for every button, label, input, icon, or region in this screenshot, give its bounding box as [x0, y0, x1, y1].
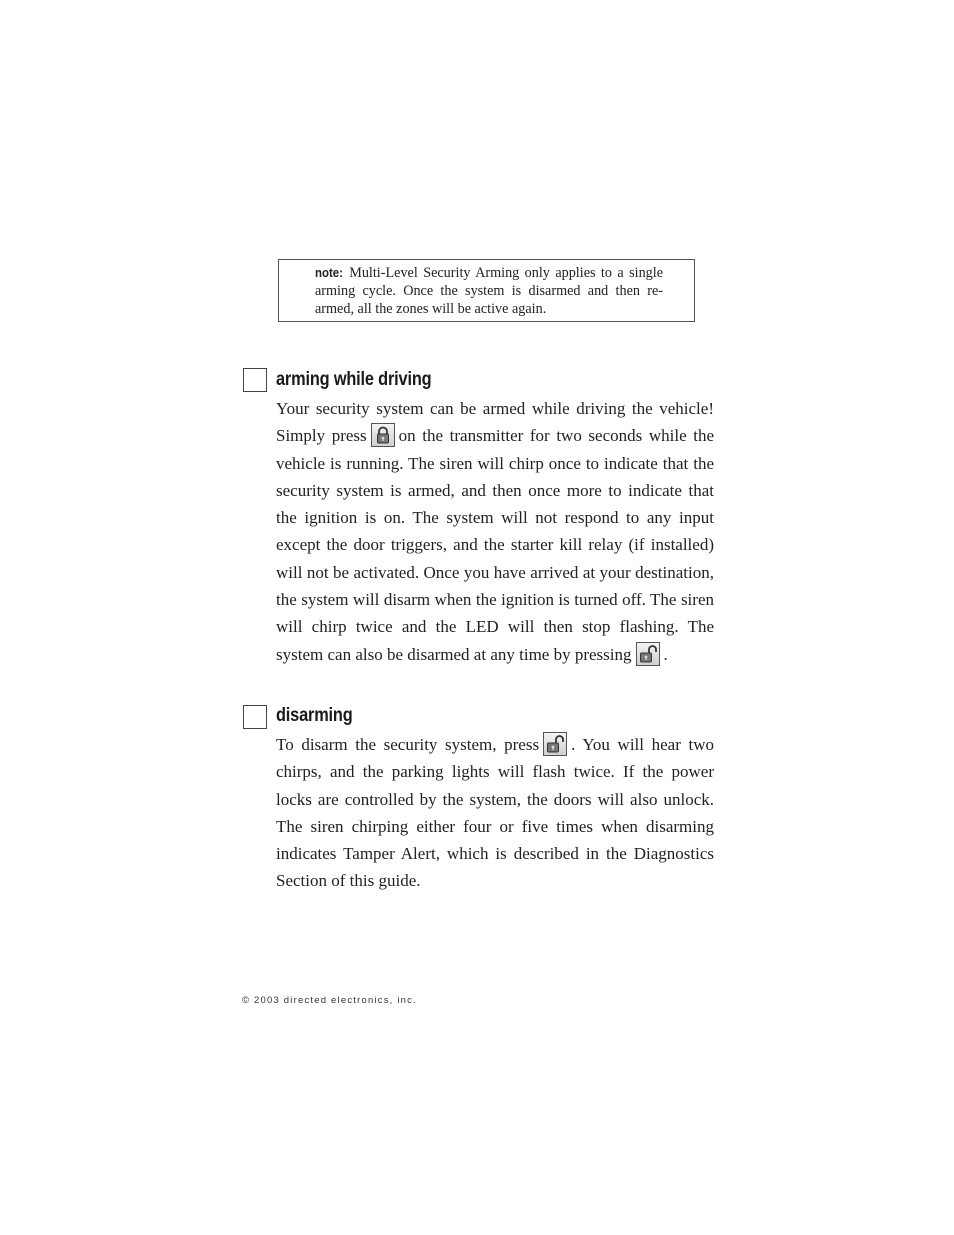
arming-text-part3: . [663, 644, 668, 664]
note-box [278, 259, 695, 322]
section-heading-arming: arming while driving [276, 369, 432, 390]
note-paragraph [315, 264, 663, 318]
disarming-text-part1: To disarm the security system, press [276, 735, 540, 754]
section-checkbox-disarming [243, 705, 267, 729]
section-heading-disarming: disarming [276, 705, 353, 726]
note-text: Multi-Level Security Arming only applies to a single arming cycle. Once the system is disarmed and then re-armed, all the zones will be active again. [315, 265, 664, 317]
disarming-text-part2: . You will hear two chirps, and the parking lights will flash twice. If the power locks are controlled by the system, the doors will also unlock. The siren chirping either four or five times when disarming indicates Tamper Alert, which is described in the Diagnostics Section of this guide. [276, 735, 714, 891]
footer-copyright: © 2003 directed electronics, inc. [242, 995, 417, 1006]
note-label: note: [315, 265, 343, 280]
lock-icon [371, 423, 395, 447]
section-body-disarming [276, 731, 714, 895]
unlock-icon [543, 732, 567, 756]
section-checkbox-arming [243, 368, 267, 392]
unlock-icon [636, 642, 660, 666]
arming-text-part2: on the transmitter for two seconds while the vehicle is running. The siren will chirp once to indicate that the security system is armed, and then once more to indicate that the ignition is on. The system will not respond to any input except the door triggers, and the starter kill relay (if installed) will not be activated. Once you have arrived at your destination, the system will disarm when the ignition is turned off. The siren will chirp twice and the LED will then stop flashing. The system can also be disarmed at any time by pressing [276, 426, 714, 664]
arming-text-part1: Your security system can be armed while driving the vehicle! Simply press [276, 399, 714, 446]
section-body-arming [276, 395, 714, 668]
